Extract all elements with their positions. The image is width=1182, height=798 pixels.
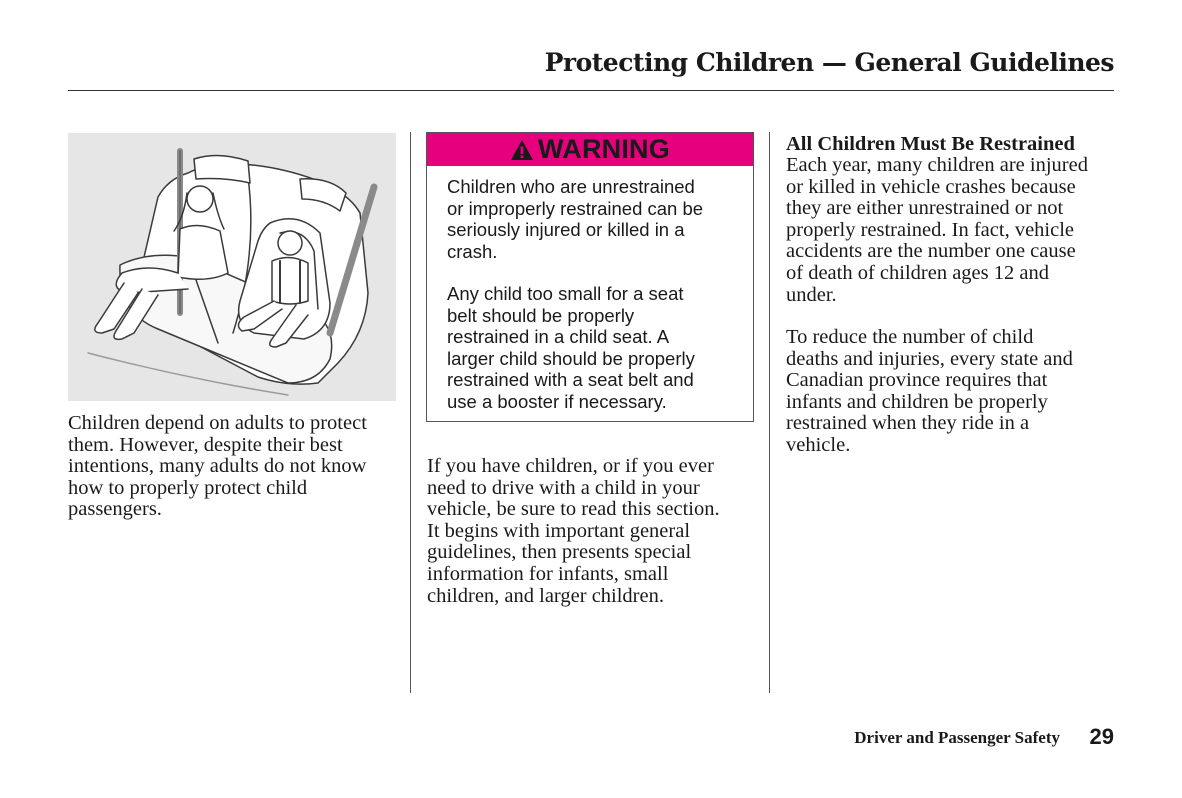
- page-number: 29: [1089, 724, 1114, 749]
- warning-triangle-icon: [510, 139, 534, 161]
- footer-section-title: Driver and Passenger Safety: [854, 728, 1060, 747]
- title-rule: [68, 90, 1114, 91]
- page-title: Protecting Children — General Guidelines: [544, 48, 1114, 77]
- warning-label: WARNING: [538, 134, 670, 164]
- section-heading: All Children Must Be Restrained: [786, 133, 1075, 155]
- column-divider-right: [769, 132, 770, 693]
- column-divider-left: [410, 132, 411, 693]
- legal-requirement-paragraph: To reduce the number of child deaths and injuries, every state and Canadian province requires that infants and children be properly restrained when they ride in a vehicle.: [786, 326, 1073, 456]
- statistics-paragraph: Each year, many children are injured or killed in vehicle crashes because they are either unrestrained or not properly restrained. In fact, vehicle accidents are the number one cause of death of children ages 12 and under.: [786, 154, 1088, 306]
- warning-paragraph-2: Any child too small for a seat belt should be properly restrained in a child seat. A larger child should be properly restrained with a seat belt and use a booster if necessary.: [447, 283, 695, 412]
- warning-header: [427, 133, 753, 166]
- warning-box: [426, 132, 754, 422]
- children-in-vehicle-seats-illustration: [68, 133, 396, 401]
- intro-paragraph: Children depend on adults to protect them. However, despite their best intentions, many adults do not know how to properly protect child passengers.: [68, 412, 367, 521]
- section-intro-paragraph: If you have children, or if you ever need to drive with a child in your vehicle, be sure to read this section. It begins with important general guidelines, then presents special information for infants, small children, and larger children.: [427, 455, 720, 607]
- warning-paragraph-1: Children who are unrestrained or improperly restrained can be seriously injured or killed in a crash.: [447, 176, 704, 262]
